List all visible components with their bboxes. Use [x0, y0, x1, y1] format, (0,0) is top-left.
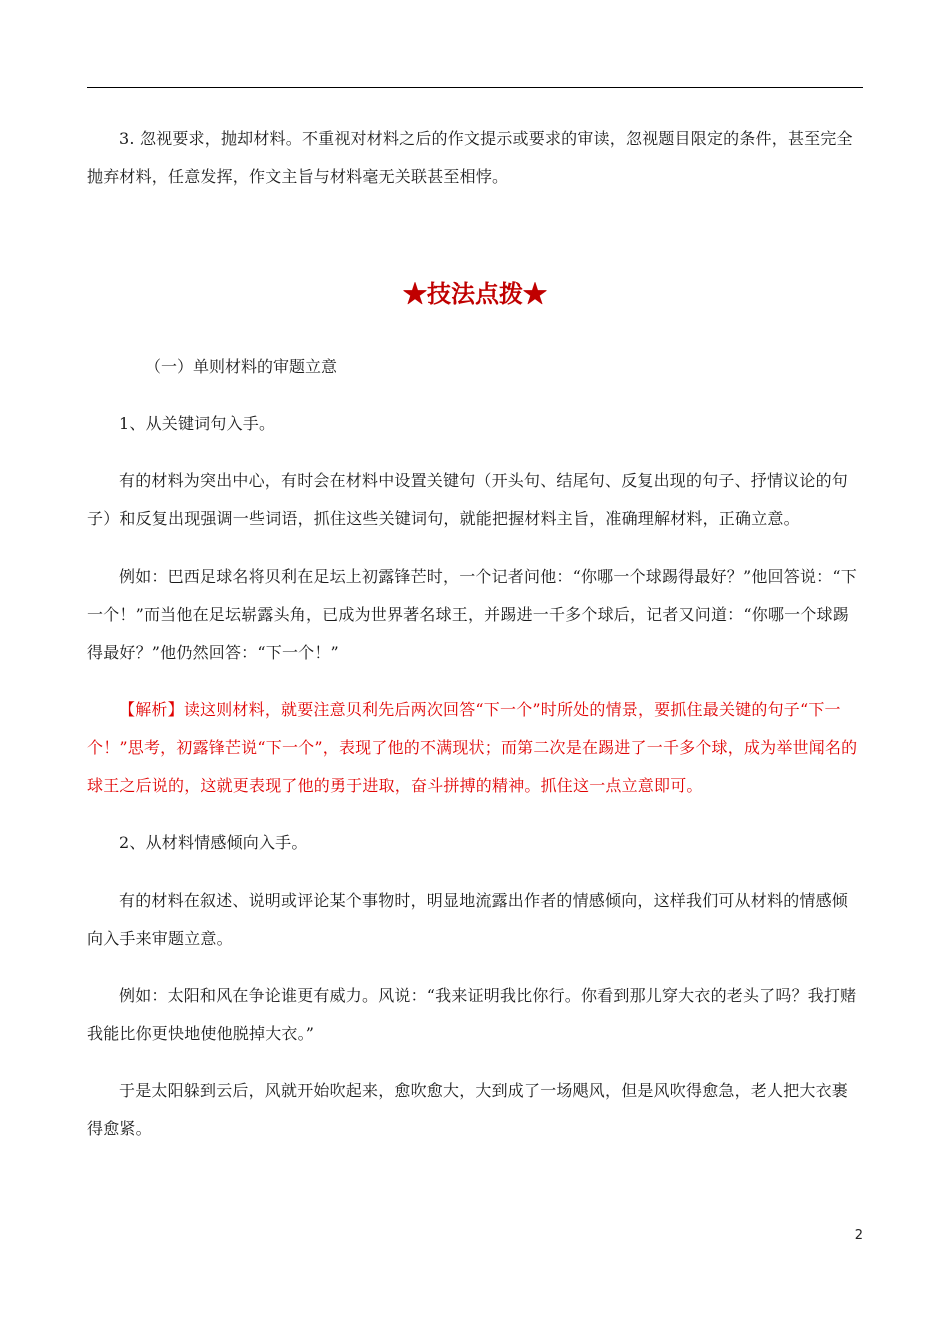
point2-description: 有的材料在叙述、说明或评论某个事物时，明显地流露出作者的情感倾向，这样我们可从材料的情感倾向入手来审题立意。	[87, 891, 849, 948]
point1-description: 有的材料为突出中心，有时会在材料中设置关键句（开头句、结尾句、反复出现的句子、抒情议论的句子）和反复出现强调一些词语，抓住这些关键词句，就能把握材料主旨，准确理解材料，正确立意。	[87, 471, 849, 528]
analysis-label: 【解析】	[119, 700, 184, 719]
example1: 例如：巴西足球名将贝利在足坛上初露锋芒时，一个记者问他：“你哪一个球踢得最好？”他回答说：“下一个！”而当他在足坛崭露头角，已成为世界著名球王，并踢进一千多个球后，记者又问道：“你哪一个球踢得最好？”他仍然回答：“下一个！”	[87, 567, 857, 662]
section-heading: ★技法点拨★	[403, 279, 547, 308]
example2: 例如：太阳和风在争论谁更有威力。风说：“我来证明我比你行。你看到那儿穿大衣的老头了吗？我打赌我能比你更快地使他脱掉大衣。”	[87, 986, 857, 1043]
page-number: 2	[854, 1228, 863, 1243]
header-rule	[87, 87, 863, 88]
analysis-text: 读这则材料，就要注意贝利先后两次回答“下一个”时所处的情景，要抓住最关键的句子“下一个！”思考，初露锋芒说“下一个”，表现了他的不满现状；而第二次是在踢进了一千多个球，成为举世闻名的球王之后说的，这就更表现了他的勇于进取，奋斗拼搏的精神。抓住这一点立意即可。	[87, 700, 858, 795]
example2-continued: 于是太阳躲到云后，风就开始吹起来，愈吹愈大，大到成了一场飓风，但是风吹得愈急，老人把大衣裹得愈紧。	[87, 1081, 849, 1138]
analysis-paragraph	[87, 691, 863, 805]
section-item-3: 3. 忽视要求，抛却材料。不重视对材料之后的作文提示或要求的审读，忽视题目限定的条件，甚至完全抛弃材料，任意发挥，作文主旨与材料毫无关联甚至相悖。	[87, 129, 853, 186]
subheading: （一）单则材料的审题立意	[145, 357, 338, 376]
point2-title: 2、从材料情感倾向入手。	[119, 833, 308, 852]
point1-title: 1、从关键词句入手。	[119, 414, 276, 433]
